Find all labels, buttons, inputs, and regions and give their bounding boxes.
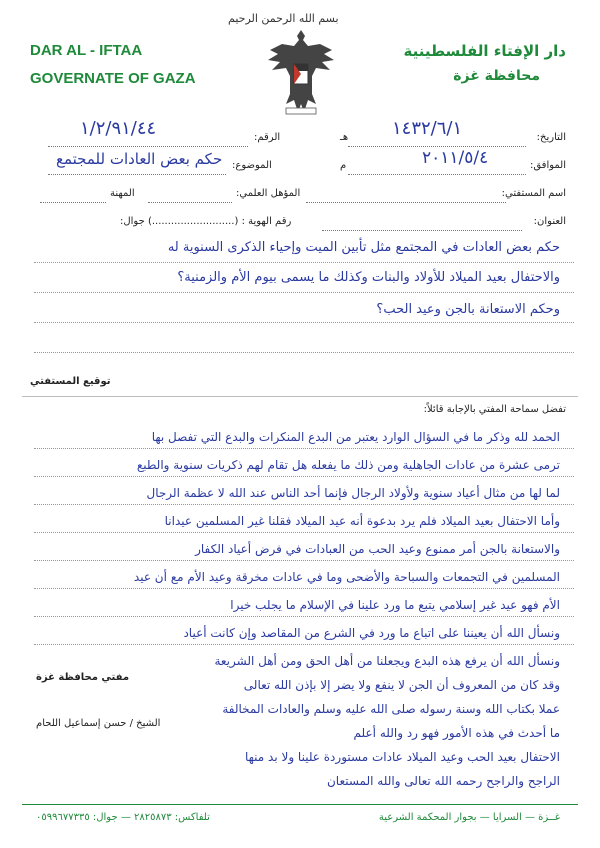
gregorian-label: الموافق: [529, 160, 566, 171]
answer-line-4: وأما الاحتفال بعيد الميلاد فلم يرد بدعوة أنه عيد الميلاد فقلنا غير المسلمين عيدانا [164, 514, 560, 528]
answer-line-5: والاستعانة بالجن أمر ممنوع وعيد الحب من العبادات في فرض أعياد الكفار [195, 542, 560, 556]
answer-line-6: المسلمين في التجمعات والسباحة والأضحى وما في عادات مخرقة وعيد الأم مع أن عيد [133, 570, 560, 584]
number-value: ١/٢/٩١/٤٤ [80, 118, 157, 139]
question-line-3: وحكم الاستعانة بالجن وعيد الحب؟ [376, 302, 560, 317]
footer-address: غــزة — السرايا — بجوار المحكمة الشرعية [378, 812, 560, 823]
date-gregorian-suffix: م [340, 160, 347, 171]
answer-line-14: الراجح والراجح رحمه الله تعالى والله المستعان [326, 774, 560, 788]
education-label: المؤهل العلمي: [236, 188, 301, 199]
date-hijri-suffix: هـ [340, 132, 349, 143]
org-name-ar-line1: دار الإفتاء الفلسطينية [403, 42, 566, 60]
applicant-label: اسم المستفتي: [501, 188, 566, 199]
answer-line-1: الحمد لله وذكر ما في السؤال الوارد يعتبر من البدع المنكرات والبدع التي تفصل بها [151, 430, 560, 444]
org-name-en-line1: DAR AL - IFTAA [30, 42, 143, 59]
answer-line-7: الأم فهو عيد غير إسلامي يتبع ما ورد علينا في الإسلام ما يجلب خيرا [230, 598, 560, 612]
question-line-2: والاحتفال بعيد الميلاد للأولاد والبنات وكذلك ما يسمى بيوم الأم والزمنية؟ [177, 270, 560, 285]
applicant-signature-label: توقيع المستفتي [30, 376, 111, 387]
org-name-ar-line2: محافظة غزة [453, 68, 540, 84]
number-label: الرقم: [254, 132, 281, 143]
answer-line-2: ترمى عشرة من عادات الجاهلية ومن ذلك ما يفعله هل تقام لهم ذكريات سنوية والطبع [136, 458, 560, 472]
subject-value: حكم بعض العادات للمجتمع [56, 150, 223, 168]
answer-line-3: لما لها من مثال أعياد سنوية ولأولاد الرجال فإنما أحد الناس عند الله لا عظمة الرجال [146, 486, 560, 500]
mufti-name: الشيخ / حسن إسماعيل اللحام [36, 718, 161, 729]
date-label: التاريخ: [536, 132, 566, 143]
subject-label: الموضوع: [232, 160, 272, 171]
address-label: العنوان: [533, 216, 566, 227]
answer-line-8: ونسأل الله أن يعيننا على اتباع ما ورد في الشرع من المقاصد وإن كانت أعياد [183, 626, 560, 640]
basmala: بسم الله الرحمن الرحيم [228, 12, 339, 25]
answer-line-11: عملا بكتاب الله وسنة رسوله صلى الله عليه وسلم والعادات المخالفة [222, 702, 560, 716]
answer-intro: تفضل سماحة المفتي بالإجابة قائلاً: [423, 404, 566, 415]
answer-line-10: وقد كان من المعروف أن الجن لا ينفع ولا يضر إلا بإذن الله تعالى [243, 678, 560, 692]
answer-line-13: الاحتفال بعيد الحب وعيد الميلاد عادات مستوردة علينا ولا بد منها [244, 750, 560, 764]
mufti-title: مفتي محافظة غزة [36, 672, 130, 683]
answer-line-12: ما أحدث في هذه الأمور فهو رد والله أعلم [353, 726, 560, 740]
date-hijri-value: ١٤٣٢/٦/١ [392, 118, 463, 139]
question-line-1: حكم بعض العادات في المجتمع مثل تأبين الميت وإحياء الذكرى السنوية له [167, 240, 560, 255]
answer-line-9: ونسأل الله أن يرفع هذه البدع ويجعلنا من أهل الحق ومن أهل الشريعة [214, 654, 560, 668]
profession-label: المهنة [110, 188, 135, 199]
date-gregorian-value: ٢٠١١/٥/٤ [422, 148, 489, 168]
eagle-emblem-icon [264, 24, 338, 118]
org-name-en-line2: GOVERNATE OF GAZA [30, 70, 196, 87]
id-phone-label: رقم الهوية : (..........................) جوال: [120, 216, 292, 227]
footer-phone: تلفاكس: ٢٨٢٥٨٧٣ — جوال: ٠٥٩٩٦٧٧٣٣٥ [36, 812, 210, 823]
